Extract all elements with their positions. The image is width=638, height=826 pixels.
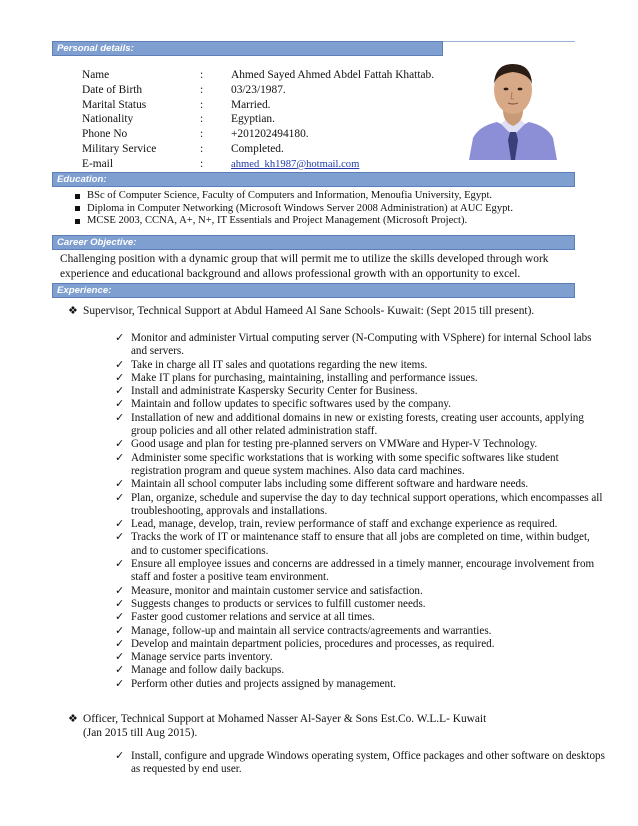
- task-text: Tracks the work of IT or maintenance staff to ensure that all jobs are completed on time, within budget, and to customer specifications.: [131, 531, 590, 557]
- task-item: [115, 664, 605, 677]
- check-icon: ✓: [115, 611, 125, 624]
- task-list: [115, 332, 605, 691]
- task-text: Manage and follow daily backups.: [131, 664, 285, 677]
- task-item: [115, 678, 605, 691]
- portrait-illustration: [465, 52, 561, 160]
- job-title-text: Supervisor, Technical Support at Abdul Hameed Al Sane Schools- Kuwait: (Sept 2015 till present).: [83, 305, 535, 317]
- diamond-bullet-icon: ❖: [68, 713, 78, 725]
- education-item: Diploma in Computer Networking (Microsoft Windows Server 2008 Administration) at AUC Egypt.: [74, 203, 513, 216]
- task-item: [115, 531, 605, 558]
- personal-value: Egyptian.: [231, 113, 275, 126]
- personal-value: Married.: [231, 98, 271, 111]
- diamond-bullet-icon: ❖: [68, 305, 78, 317]
- task-item: [115, 638, 605, 651]
- education-list: [74, 190, 513, 228]
- colon: :: [200, 69, 204, 81]
- check-icon: ✓: [115, 637, 125, 650]
- colon: :: [200, 98, 204, 111]
- education-item: MCSE 2003, CCNA, A+, N+, IT Essentials and Project Management (Microsoft Project).: [74, 215, 513, 228]
- colon: :: [200, 158, 204, 171]
- task-item: [115, 518, 605, 531]
- task-item: [115, 372, 605, 385]
- task-text: Manage, follow-up and maintain all service contracts/agreements and warranties.: [131, 624, 492, 637]
- task-item: [115, 452, 605, 479]
- task-text: Installation of new and additional domains in new or existing forests, creating user accounts, applying group policies and all other related administration staff.: [131, 411, 584, 438]
- personal-row-dob: [82, 83, 434, 98]
- personal-label: Nationality: [82, 113, 134, 126]
- personal-label: Marital Status: [82, 98, 147, 111]
- task-item: [115, 492, 605, 519]
- colon: :: [200, 128, 204, 141]
- personal-row-name: [82, 68, 434, 83]
- task-item: [115, 558, 605, 585]
- profile-photo: [465, 52, 561, 160]
- check-icon: ✓: [115, 438, 125, 451]
- task-item: [115, 359, 605, 372]
- check-icon: ✓: [115, 597, 125, 610]
- task-item: [115, 625, 605, 638]
- task-item: [115, 611, 605, 624]
- task-text: Ensure all employee issues and concerns are addressed in a timely manner, encourage involvement from staff and foster a positive team environment.: [131, 558, 595, 584]
- personal-row-marital: [82, 98, 434, 113]
- personal-row-phone: [82, 127, 434, 142]
- header-rule: [443, 41, 575, 42]
- task-item: [115, 332, 605, 359]
- task-text: Monitor and administer Virtual computing server (N-Computing with VSphere) for internal School labs and servers.: [131, 332, 592, 358]
- task-text: Maintain all school computer labs including some different software and hardware needs.: [131, 478, 529, 491]
- task-text: Maintain and follow updates to specific softwares used by the company.: [131, 398, 451, 411]
- task-text: Take in charge all IT sales and quotations regarding the new items.: [131, 358, 428, 371]
- check-icon: ✓: [115, 518, 125, 531]
- objective-text: Challenging position with a dynamic group that will permit me to utilize the skills developed through work experience and educational background and allows professional growth with an opportunity to excel.: [60, 253, 549, 280]
- task-item: [115, 598, 605, 611]
- personal-row-nationality: [82, 112, 434, 127]
- task-text: Good usage and plan for testing pre-planned servers on VMWare and Hyper-V Technology.: [131, 438, 538, 451]
- task-list: [115, 750, 605, 777]
- personal-row-military: [82, 142, 434, 157]
- check-icon: ✓: [115, 411, 125, 424]
- task-text: Install and administrate Kaspersky Security Center for Business.: [131, 385, 418, 398]
- check-icon: ✓: [115, 624, 125, 637]
- section-header-experience: Experience:: [52, 283, 575, 298]
- task-text: Perform other duties and projects assigned by management.: [131, 677, 396, 690]
- check-icon: ✓: [115, 750, 125, 762]
- check-icon: ✓: [115, 558, 125, 571]
- colon: :: [200, 83, 204, 96]
- check-icon: ✓: [115, 478, 125, 491]
- personal-label: Name: [82, 69, 110, 81]
- check-icon: ✓: [115, 664, 125, 677]
- personal-value: Completed.: [231, 142, 284, 155]
- task-text: Develop and maintain department policies, procedures and processes, as required.: [131, 637, 495, 650]
- task-text: Measure, monitor and maintain customer service and satisfaction.: [131, 584, 423, 597]
- task-text: Lead, manage, develop, train, review performance of staff and exchange experience as required.: [131, 518, 558, 531]
- check-icon: ✓: [115, 677, 125, 690]
- check-icon: ✓: [115, 651, 125, 664]
- personal-row-email: [82, 157, 434, 173]
- check-icon: ✓: [115, 531, 125, 544]
- personal-label: E-mail: [82, 158, 113, 171]
- job-title: [68, 304, 603, 318]
- email-link[interactable]: ahmed_kh1987@hotmail.com: [231, 158, 360, 170]
- task-text: Plan, organize, schedule and supervise the day to day technical support operations, which encompasses all troubleshooting, approvals and installations.: [131, 491, 603, 517]
- section-header-personal: Personal details:: [52, 41, 443, 56]
- colon: :: [200, 113, 204, 126]
- task-item: [115, 385, 605, 398]
- section-header-objective: Career Objective:: [52, 235, 575, 250]
- task-text: Make IT plans for purchasing, maintaining, installing and performance issues.: [131, 371, 478, 384]
- personal-label: Phone No: [82, 128, 128, 141]
- personal-value: Ahmed Sayed Ahmed Abdel Fattah Khattab.: [231, 69, 435, 81]
- task-item: [115, 398, 605, 411]
- personal-value: +201202494180.: [231, 128, 309, 141]
- task-item: [115, 438, 605, 451]
- education-item: BSc of Computer Science, Faculty of Computers and Information, Menoufia University, Egypt.: [74, 190, 513, 203]
- check-icon: ✓: [115, 491, 125, 504]
- check-icon: ✓: [115, 358, 125, 371]
- check-icon: ✓: [115, 398, 125, 411]
- personal-label: Date of Birth: [82, 83, 143, 96]
- section-header-education: Education:: [52, 172, 575, 187]
- check-icon: ✓: [115, 332, 125, 344]
- check-icon: ✓: [115, 385, 125, 398]
- task-text: Faster good customer relations and service at all times.: [131, 611, 375, 624]
- task-item: [115, 412, 605, 439]
- task-text: Administer some specific workstations that is working with some specific softwares like student registration program and queue system machines. Also data card machines.: [131, 451, 559, 477]
- check-icon: ✓: [115, 371, 125, 384]
- job-title: [68, 712, 603, 740]
- colon: :: [200, 142, 204, 155]
- check-icon: ✓: [115, 584, 125, 597]
- job-title-text: Officer, Technical Support at Mohamed Nasser Al-Sayer & Sons Est.Co. W.L.L- Kuwait: [83, 713, 487, 725]
- task-text: Manage service parts inventory.: [131, 651, 273, 664]
- personal-value: 03/23/1987.: [231, 83, 286, 96]
- task-item: [115, 478, 605, 491]
- task-text: Install, configure and upgrade Windows operating system, Office packages and other software on desktops as requested by end user.: [131, 750, 605, 776]
- task-item: [115, 651, 605, 664]
- task-item: [115, 585, 605, 598]
- personal-label: Military Service: [82, 142, 157, 155]
- personal-details-table: [82, 68, 434, 173]
- task-item: [115, 750, 605, 777]
- task-text: Suggests changes to products or services to fulfill customer needs.: [131, 597, 426, 610]
- job-period: (Jan 2015 till Aug 2015).: [83, 727, 198, 739]
- check-icon: ✓: [115, 451, 125, 464]
